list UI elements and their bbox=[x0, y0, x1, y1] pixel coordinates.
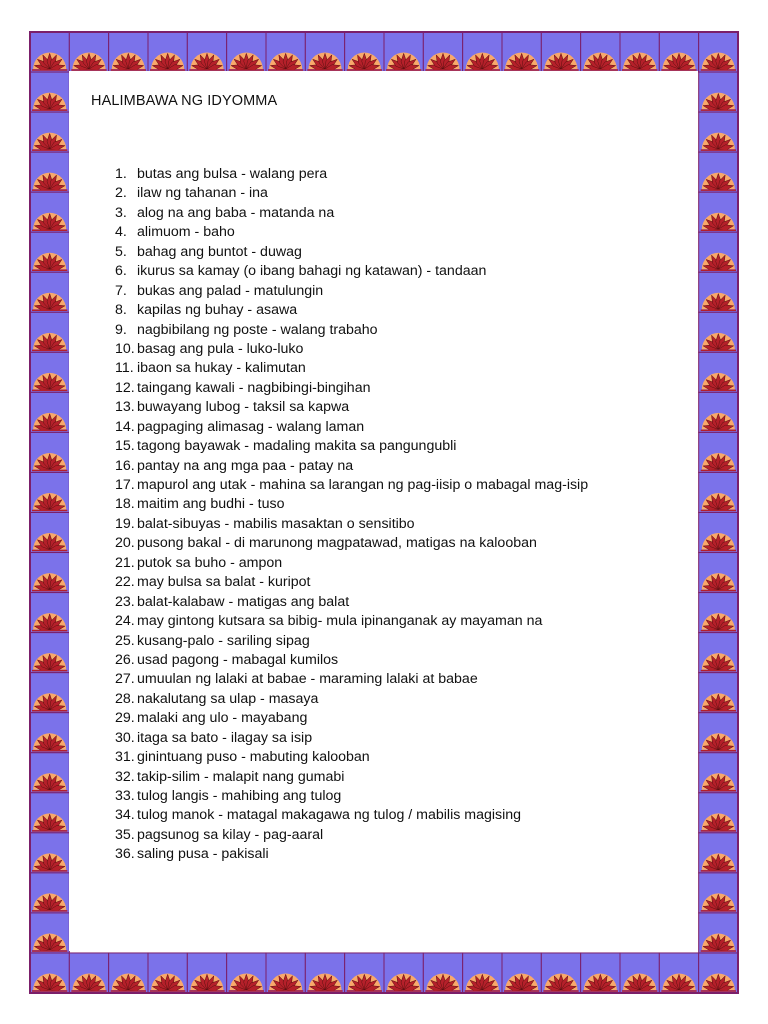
list-item-text: ikurus sa kamay (o ibang bahagi ng katawan) - tandaan bbox=[137, 263, 487, 280]
border-tile bbox=[30, 713, 69, 753]
list-item bbox=[115, 515, 588, 534]
border-tile bbox=[30, 873, 69, 913]
list-item bbox=[115, 787, 588, 806]
list-item-number: 36. bbox=[115, 846, 135, 863]
border-tile bbox=[423, 953, 462, 993]
border-tile bbox=[109, 32, 148, 72]
list-item-text: maitim ang budhi - tuso bbox=[137, 496, 285, 513]
list-item-number: 18. bbox=[115, 496, 135, 513]
list-item-text: ibaon sa hukay - kalimutan bbox=[137, 360, 306, 377]
list-item-number: 27. bbox=[115, 671, 135, 688]
border-tile bbox=[30, 513, 69, 553]
list-item bbox=[115, 534, 588, 553]
border-tile bbox=[227, 953, 266, 993]
border-tile bbox=[699, 192, 738, 232]
border-tile bbox=[699, 312, 738, 352]
list-item-text: usad pagong - mabagal kumilos bbox=[137, 651, 339, 668]
border-tile bbox=[384, 32, 423, 72]
list-item-text: alog na ang baba - matanda na bbox=[137, 204, 335, 221]
border-tile bbox=[30, 112, 69, 152]
list-item-text: tulog manok - matagal makagawa ng tulog / mabilis magising bbox=[137, 807, 522, 824]
border-tile bbox=[699, 753, 738, 793]
border-tile bbox=[699, 513, 738, 553]
list-item-text: buwayang lubog - taksil sa kapwa bbox=[137, 399, 350, 416]
border-tile bbox=[30, 152, 69, 192]
border-tile bbox=[699, 553, 738, 593]
border-tile bbox=[699, 793, 738, 833]
list-item bbox=[115, 359, 588, 378]
list-item bbox=[115, 321, 588, 340]
list-item-text: takip-silim - malapit nang gumabi bbox=[137, 768, 345, 785]
border-tile bbox=[463, 953, 502, 993]
list-item-text: alimuom - baho bbox=[137, 224, 235, 241]
list-item-text: nakalutang sa ulap - masaya bbox=[137, 690, 319, 707]
border-tile bbox=[699, 32, 738, 72]
list-item-text: tulog langis - mahibing ang tulog bbox=[137, 788, 342, 804]
list-item bbox=[115, 709, 588, 728]
list-item-text: may gintong kutsara sa bibig- mula ipinanganak ay mayaman na bbox=[137, 613, 543, 630]
list-item-number: 4. bbox=[115, 224, 127, 241]
list-item bbox=[115, 301, 588, 320]
list-item bbox=[115, 165, 588, 184]
border-tile bbox=[30, 352, 69, 392]
list-item-text: putok sa buho - ampon bbox=[137, 554, 283, 571]
list-item bbox=[115, 457, 588, 476]
border-tile bbox=[581, 32, 620, 72]
border-tile bbox=[699, 472, 738, 512]
list-item bbox=[115, 184, 588, 203]
list-item-text: balat-sibuyas - mabilis masaktan o sensitibo bbox=[137, 515, 415, 532]
list-item bbox=[115, 243, 588, 262]
border-tile bbox=[30, 593, 69, 633]
border-tile bbox=[345, 953, 384, 993]
border-tile bbox=[699, 713, 738, 753]
list-item-text: ilaw ng tahanan - ina bbox=[137, 185, 268, 202]
document-title: HALIMBAWA NG IDYOMMA bbox=[91, 93, 278, 109]
border-tile bbox=[30, 793, 69, 833]
border-tile bbox=[699, 392, 738, 432]
list-item-text: pagpaging alimasag - walang laman bbox=[137, 418, 365, 435]
border-tile bbox=[187, 953, 226, 993]
list-item-number: 35. bbox=[115, 826, 135, 843]
list-item-number: 29. bbox=[115, 710, 135, 727]
border-tile bbox=[620, 32, 659, 72]
list-item-text: bahag ang buntot - duwag bbox=[137, 243, 302, 260]
border-tile bbox=[463, 32, 502, 72]
list-item-number: 23. bbox=[115, 593, 135, 610]
list-item-text: tagong bayawak - madaling makita sa pangungubli bbox=[137, 438, 457, 455]
border-tile bbox=[30, 553, 69, 593]
border-tile bbox=[699, 913, 738, 953]
list-item bbox=[115, 554, 588, 573]
border-tile bbox=[305, 32, 344, 72]
list-item-text: pantay na ang mga paa - patay na bbox=[137, 457, 354, 474]
border-tile bbox=[699, 352, 738, 392]
list-item-text: taingang kawali - nagbibingi-bingihan bbox=[137, 379, 371, 396]
border-tile bbox=[30, 392, 69, 432]
border-tile bbox=[541, 953, 580, 993]
list-item-text: kusang-palo - sariling sipag bbox=[137, 632, 310, 649]
border-tile bbox=[30, 192, 69, 232]
list-item bbox=[115, 748, 588, 767]
list-item-number: 7. bbox=[115, 282, 127, 299]
border-tile bbox=[69, 32, 108, 72]
list-item-number: 30. bbox=[115, 729, 135, 746]
list-item-text: pusong bakal - di marunong magpatawad, matigas na kalooban bbox=[137, 535, 537, 552]
border-tile bbox=[345, 32, 384, 72]
border-tile bbox=[423, 32, 462, 72]
list-item-text: balat-kalabaw - matigas ang balat bbox=[137, 593, 350, 610]
border-tile bbox=[541, 32, 580, 72]
list-item bbox=[115, 437, 588, 456]
list-item bbox=[115, 612, 588, 631]
list-item bbox=[115, 476, 588, 495]
border-tile bbox=[30, 633, 69, 673]
list-item-text: umuulan ng lalaki at babae - maraming lalaki at babae bbox=[137, 671, 478, 688]
list-item-number: 31. bbox=[115, 749, 135, 766]
list-item-number: 3. bbox=[115, 204, 127, 221]
list-item bbox=[115, 690, 588, 709]
border-tile bbox=[620, 953, 659, 993]
border-tile bbox=[699, 72, 738, 112]
border-tile bbox=[266, 953, 305, 993]
list-item bbox=[115, 282, 588, 301]
list-item-number: 19. bbox=[115, 515, 135, 532]
list-item-number: 32. bbox=[115, 768, 135, 785]
border-tile bbox=[699, 873, 738, 913]
list-item-number: 25. bbox=[115, 632, 135, 649]
border-tile bbox=[30, 312, 69, 352]
border-tile bbox=[30, 232, 69, 272]
list-item-number: 14. bbox=[115, 418, 135, 435]
list-item-number: 1. bbox=[115, 166, 127, 182]
border-tile bbox=[30, 472, 69, 512]
border-tile bbox=[30, 953, 69, 993]
list-item-number: 34. bbox=[115, 807, 135, 824]
list-item-number: 21. bbox=[115, 554, 135, 571]
idiom-list bbox=[115, 165, 588, 865]
border-tile bbox=[30, 833, 69, 873]
list-item-number: 13. bbox=[115, 399, 135, 416]
list-item-text: ginintuang puso - mabuting kalooban bbox=[137, 749, 370, 766]
list-item bbox=[115, 379, 588, 398]
list-item bbox=[115, 495, 588, 514]
border-tile bbox=[699, 112, 738, 152]
border-tile bbox=[502, 32, 541, 72]
list-item-text: kapilas ng buhay - asawa bbox=[137, 302, 298, 319]
list-item-text: mapurol ang utak - mahina sa larangan ng pag-iisip o mabagal mag-isip bbox=[137, 477, 589, 493]
border-tile bbox=[266, 32, 305, 72]
border-tile bbox=[69, 953, 108, 993]
list-item-number: 22. bbox=[115, 574, 135, 591]
border-tile bbox=[502, 953, 541, 993]
list-item-text: itaga sa bato - ilagay sa isip bbox=[137, 729, 313, 746]
border-tile bbox=[109, 953, 148, 993]
border-tile bbox=[659, 32, 698, 72]
list-item bbox=[115, 262, 588, 281]
border-tile bbox=[148, 953, 187, 993]
border-tile bbox=[30, 432, 69, 472]
list-item-number: 2. bbox=[115, 185, 127, 202]
list-item-text: bukas ang palad - matulungin bbox=[137, 282, 324, 299]
list-item-number: 33. bbox=[115, 788, 135, 804]
border-tile bbox=[30, 72, 69, 112]
list-item bbox=[115, 573, 588, 592]
list-item-text: may bulsa sa balat - kuripot bbox=[137, 574, 311, 591]
border-tile bbox=[30, 32, 69, 72]
list-item bbox=[115, 729, 588, 748]
border-tile bbox=[699, 232, 738, 272]
list-item-text: basag ang pula - luko-luko bbox=[137, 340, 304, 357]
border-tile bbox=[699, 833, 738, 873]
list-item-text: nagbibilang ng poste - walang trabaho bbox=[137, 321, 378, 338]
border-tile bbox=[659, 953, 698, 993]
border-tile bbox=[581, 953, 620, 993]
border-tile bbox=[30, 673, 69, 713]
list-item-number: 17. bbox=[115, 477, 135, 493]
list-item-number: 28. bbox=[115, 690, 135, 707]
border-tile bbox=[699, 953, 738, 993]
list-item bbox=[115, 418, 588, 437]
border-tile bbox=[30, 913, 69, 953]
border-tile bbox=[699, 593, 738, 633]
list-item bbox=[115, 593, 588, 612]
list-item-number: 5. bbox=[115, 243, 127, 260]
border-tile bbox=[384, 953, 423, 993]
border-tile bbox=[305, 953, 344, 993]
list-item bbox=[115, 398, 588, 417]
list-item-number: 26. bbox=[115, 651, 135, 668]
border-tile bbox=[699, 432, 738, 472]
list-item bbox=[115, 826, 588, 845]
list-item-text: butas ang bulsa - walang pera bbox=[137, 166, 328, 182]
list-item-number: 9. bbox=[115, 321, 127, 338]
list-item bbox=[115, 340, 588, 359]
list-item bbox=[115, 670, 588, 689]
list-item bbox=[115, 204, 588, 223]
list-item-number: 10. bbox=[115, 340, 135, 357]
list-item-text: saling pusa - pakisali bbox=[137, 846, 269, 863]
list-item bbox=[115, 806, 588, 825]
border-tile bbox=[699, 673, 738, 713]
border-tile bbox=[227, 32, 266, 72]
border-tile bbox=[30, 272, 69, 312]
border-tile bbox=[699, 633, 738, 673]
list-item-text: malaki ang ulo - mayabang bbox=[137, 710, 308, 727]
list-item-number: 11. bbox=[115, 360, 134, 377]
list-item-number: 24. bbox=[115, 613, 135, 630]
list-item-text: pagsunog sa kilay - pag-aaral bbox=[137, 826, 324, 843]
list-item-number: 20. bbox=[115, 535, 135, 552]
border-tile bbox=[187, 32, 226, 72]
list-item-number: 12. bbox=[115, 379, 135, 396]
list-item-number: 16. bbox=[115, 457, 135, 474]
list-item bbox=[115, 223, 588, 242]
list-item bbox=[115, 845, 588, 864]
list-item-number: 8. bbox=[115, 302, 127, 319]
list-item-number: 6. bbox=[115, 263, 127, 280]
border-tile bbox=[699, 152, 738, 192]
list-item-number: 15. bbox=[115, 438, 135, 455]
list-item bbox=[115, 768, 588, 787]
list-item bbox=[115, 632, 588, 651]
list-item bbox=[115, 651, 588, 670]
border-tile bbox=[699, 272, 738, 312]
border-tile bbox=[148, 32, 187, 72]
border-tile bbox=[30, 753, 69, 793]
